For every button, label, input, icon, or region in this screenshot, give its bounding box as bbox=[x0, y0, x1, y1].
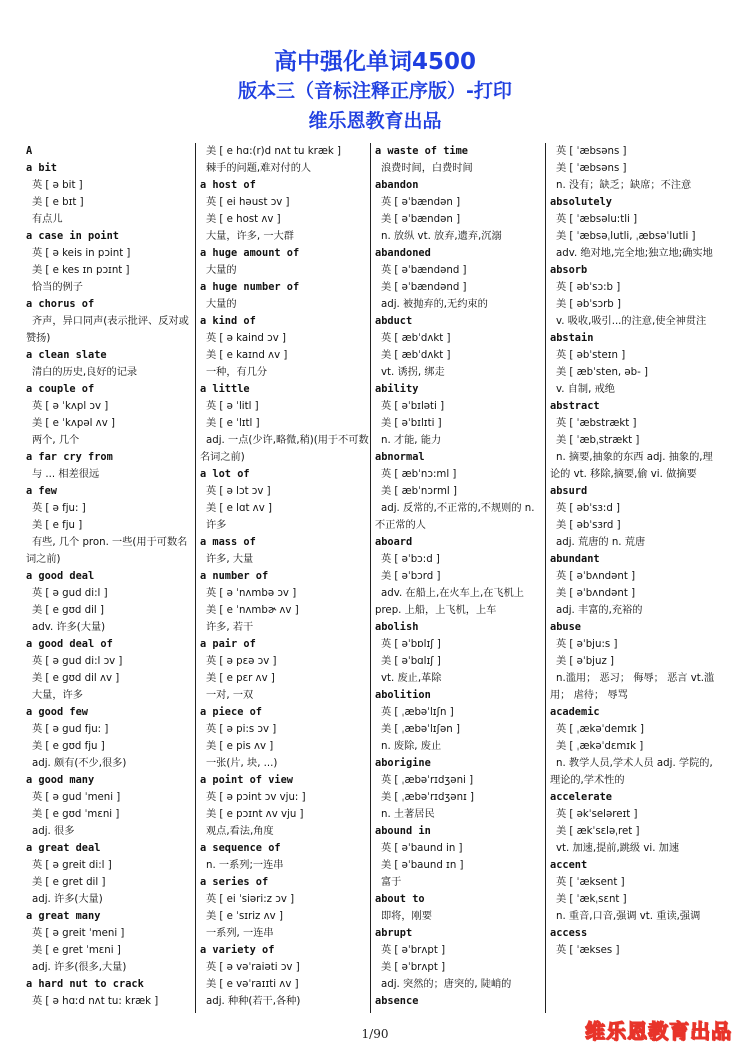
vocab-entry bbox=[550, 789, 720, 857]
meaning: adv. 在船上,在火车上,在飞机上 prep. 上船，上飞机，上车 bbox=[375, 588, 524, 616]
headword: abstain bbox=[550, 332, 594, 344]
headword: a great many bbox=[26, 910, 101, 922]
vocab-column-2 bbox=[200, 143, 370, 1013]
phonetic: 英 [ əˈbju:s ] bbox=[556, 639, 618, 650]
phonetic: 美 [ e ˈlɪtl ] bbox=[206, 418, 260, 429]
phonetic: 美 [ ˈækˌsɛnt ] bbox=[556, 894, 627, 905]
phonetic: 美 [ e gʊd dil ʌv ] bbox=[32, 673, 120, 684]
headword: aborigine bbox=[375, 757, 431, 769]
phonetic: 英 [ əbˈsɜ:d ] bbox=[556, 503, 621, 514]
phonetic: 英 [ ˌæbəˈlɪʃn ] bbox=[381, 707, 454, 718]
headword: a huge number of bbox=[200, 281, 300, 293]
phonetic: 英 [ əkˈseləreɪt ] bbox=[556, 809, 638, 820]
document-publisher: 维乐恩教育出品 bbox=[308, 110, 442, 132]
headword: a point of view bbox=[200, 774, 293, 786]
meaning: n. 重音,口音,强调 vt. 重读,强调 bbox=[556, 911, 701, 922]
vocab-entry bbox=[375, 143, 545, 177]
headword: ability bbox=[375, 383, 419, 395]
meaning: 许多, 大量 bbox=[206, 554, 254, 565]
headword: abolish bbox=[375, 621, 419, 633]
phonetic: 美 [ əˈbændənd ] bbox=[381, 282, 467, 293]
headword: absurd bbox=[550, 485, 588, 497]
phonetic: 英 [ ə vəˈraiəti ɔv ] bbox=[206, 962, 300, 973]
vocab-entry bbox=[200, 381, 370, 466]
headword: abnormal bbox=[375, 451, 425, 463]
phonetic: 英 [ əbˈsteɪn ] bbox=[556, 350, 626, 361]
headword: a good few bbox=[26, 706, 88, 718]
headword: absolutely bbox=[550, 196, 612, 208]
vocab-entry bbox=[26, 296, 196, 347]
vocab-entry bbox=[375, 449, 545, 534]
headword: academic bbox=[550, 706, 600, 718]
headword: abandoned bbox=[375, 247, 431, 259]
meaning: v. 自制, 戒绝 bbox=[556, 384, 615, 395]
headword: about to bbox=[375, 893, 425, 905]
phonetic: 美 [ əˈbɔrd ] bbox=[381, 571, 441, 582]
headword: absorb bbox=[550, 264, 588, 276]
column-divider bbox=[545, 143, 546, 1013]
meaning: n. 土著居民 bbox=[381, 809, 435, 820]
phonetic: 美 [ əˈbɑlɪʃ ] bbox=[381, 656, 441, 667]
headword: a pair of bbox=[200, 638, 256, 650]
meaning: n. 一系列;一连串 bbox=[206, 860, 284, 871]
meaning: 与 ... 相差很远 bbox=[32, 469, 100, 480]
column-divider bbox=[195, 143, 196, 1013]
headword: a few bbox=[26, 485, 57, 497]
phonetic: 美 [ e vəˈraɪɪti ʌv ] bbox=[206, 979, 299, 990]
vocab-entry bbox=[375, 891, 545, 925]
headword: a waste of time bbox=[375, 145, 468, 157]
phonetic: 美 [ e fju ] bbox=[32, 520, 83, 531]
headword: abrupt bbox=[375, 927, 413, 939]
phonetic: 美 [ æbˈdʌkt ] bbox=[381, 350, 451, 361]
headword: abolition bbox=[375, 689, 431, 701]
meaning: adj. 颇有(不少,很多) bbox=[32, 758, 127, 769]
phonetic: 英 [ æbˈdʌkt ] bbox=[381, 333, 451, 344]
vocab-entry bbox=[375, 381, 545, 449]
vocab-entry bbox=[200, 466, 370, 534]
headword: a host of bbox=[200, 179, 256, 191]
headword: a number of bbox=[200, 570, 269, 582]
phonetic: 英 [ ə kaind ɔv ] bbox=[206, 333, 286, 344]
vocab-entry bbox=[550, 194, 720, 262]
vocab-column-4 bbox=[550, 143, 720, 1013]
vocab-entry bbox=[200, 772, 370, 840]
vocab-entry bbox=[375, 993, 545, 1010]
meaning: 大量，许多 bbox=[32, 690, 83, 701]
phonetic: 美 [ əˈbrʌpt ] bbox=[381, 962, 446, 973]
meaning: 观点,看法,角度 bbox=[206, 826, 274, 837]
meaning: adv. 许多(大量) bbox=[32, 622, 106, 633]
phonetic: 美 [ æbˈnɔrml ] bbox=[381, 486, 457, 497]
vocab-entry bbox=[375, 925, 545, 993]
watermark-logo: 维乐恩教育出品 bbox=[585, 1019, 732, 1043]
phonetic: 美 [ əˈbaund ɪn ] bbox=[381, 860, 464, 871]
phonetic: 美 [ e kaɪnd ʌv ] bbox=[206, 350, 288, 361]
vocab-entry bbox=[26, 449, 196, 483]
meaning: adj. 种种(若干,各种) bbox=[206, 996, 301, 1007]
vocab-entry bbox=[26, 908, 196, 976]
meaning: n. 没有；缺乏；缺席；不注意 bbox=[556, 180, 692, 191]
phonetic: 英 [ ə fju: ] bbox=[32, 503, 86, 514]
vocab-entry bbox=[375, 755, 545, 823]
phonetic: 英 [ əˈbrʌpt ] bbox=[381, 945, 446, 956]
meaning: adj. 许多(很多,大量) bbox=[32, 962, 127, 973]
phonetic: 英 [ ə ˈnʌmbə ɔv ] bbox=[206, 588, 297, 599]
headword: a variety of bbox=[200, 944, 275, 956]
vocab-entry bbox=[26, 228, 196, 296]
meaning: adj. 丰富的,充裕的 bbox=[556, 605, 643, 616]
meaning: 大量的 bbox=[206, 265, 237, 276]
meaning: 大量，许多, 一大群 bbox=[206, 231, 294, 242]
phonetic: 英 [ əbˈsɔ:b ] bbox=[556, 282, 621, 293]
meaning: n. 才能, 能力 bbox=[381, 435, 442, 446]
meaning: adj. 许多(大量) bbox=[32, 894, 103, 905]
meaning: v. 吸收,吸引...的注意,使全神贯注 bbox=[556, 316, 707, 327]
headword: a mass of bbox=[200, 536, 256, 548]
meaning: adj. 被抛弃的,无约束的 bbox=[381, 299, 488, 310]
meaning: 有点儿 bbox=[32, 214, 63, 225]
headword: access bbox=[550, 927, 588, 939]
meaning: vt. 诱拐, 绑走 bbox=[381, 367, 445, 378]
meaning: 棘手的问题,难对付的人 bbox=[206, 163, 312, 174]
headword: abound in bbox=[375, 825, 431, 837]
vocab-entry bbox=[550, 857, 720, 925]
phonetic: 美 [ e host ʌv ] bbox=[206, 214, 281, 225]
meaning: 即将，刚要 bbox=[381, 911, 432, 922]
meaning: vt. 加速,提前,跳级 vi. 加速 bbox=[556, 843, 680, 854]
vocab-entry bbox=[375, 687, 545, 755]
phonetic: 英 [ əˈbaund in ] bbox=[381, 843, 463, 854]
phonetic: 英 [ ə gud fju: ] bbox=[32, 724, 109, 735]
phonetic: 英 [ ə gud di:l ] bbox=[32, 588, 108, 599]
phonetic: 英 [ ə gud di:l ɔv ] bbox=[32, 656, 123, 667]
vocab-entry bbox=[200, 840, 370, 874]
vocab-entry bbox=[200, 279, 370, 313]
vocab-entry bbox=[200, 942, 370, 1010]
meaning: 许多, 若干 bbox=[206, 622, 254, 633]
vocab-entry bbox=[375, 534, 545, 619]
phonetic: 英 [ ə pɔint ɔv vju: ] bbox=[206, 792, 306, 803]
meaning: n. 教学人员,学术人员 adj. 学院的,理论的,学术性的 bbox=[550, 758, 713, 786]
phonetic: 美 [ əˈbændən ] bbox=[381, 214, 461, 225]
meaning: adj. 一点(少许,略微,稍)(用于不可数名词之前) bbox=[200, 435, 369, 463]
headword: accelerate bbox=[550, 791, 612, 803]
meaning: 有些, 几个 pron. 一些(用于可数名词之前) bbox=[26, 537, 188, 565]
meaning: 一种，有几分 bbox=[206, 367, 268, 378]
vocab-entry bbox=[26, 483, 196, 568]
vocab-entry bbox=[550, 704, 720, 789]
headword: aboard bbox=[375, 536, 413, 548]
phonetic: 英 [ ə gud ˈmeni ] bbox=[32, 792, 121, 803]
vocab-entry bbox=[26, 772, 196, 840]
vocab-entry bbox=[200, 177, 370, 245]
vocab-entry bbox=[200, 245, 370, 279]
vocab-entry bbox=[550, 330, 720, 398]
headword: a kind of bbox=[200, 315, 256, 327]
meaning: vt. 废止,革除 bbox=[381, 673, 442, 684]
headword: a series of bbox=[200, 876, 269, 888]
phonetic: 英 [ ə pɛə ɔv ] bbox=[206, 656, 277, 667]
vocab-entry bbox=[26, 568, 196, 636]
meaning: adj. 反常的,不正常的,不规则的 n. 不正常的人 bbox=[375, 503, 535, 531]
meaning: 大量的 bbox=[206, 299, 237, 310]
phonetic: 英 [ əˈbʌndənt ] bbox=[556, 571, 636, 582]
phonetic: 美 [ æbˈsten, əb- ] bbox=[556, 367, 649, 378]
phonetic: 英 [ əˈbɒlɪʃ ] bbox=[381, 639, 441, 650]
vocab-entry bbox=[200, 143, 370, 177]
phonetic: 美 [ ˈæbsəns ] bbox=[556, 163, 627, 174]
vocab-entry bbox=[375, 313, 545, 381]
vocab-entry bbox=[550, 619, 720, 704]
headword: a great deal bbox=[26, 842, 101, 854]
headword: absence bbox=[375, 995, 419, 1007]
headword: abundant bbox=[550, 553, 600, 565]
headword: a clean slate bbox=[26, 349, 107, 361]
vocab-entry bbox=[375, 619, 545, 687]
phonetic: 美 [ ˌæbəˈlɪʃən ] bbox=[381, 724, 460, 735]
phonetic: 美 [ e gʊd fju ] bbox=[32, 741, 105, 752]
phonetic: 英 [ ə hɑːd nʌt tu: kræk ] bbox=[32, 996, 159, 1007]
page-number: 1/90 bbox=[361, 1027, 389, 1041]
vocab-entry bbox=[26, 381, 196, 449]
meaning: 富于 bbox=[381, 877, 402, 888]
phonetic: 英 [ ˈæbstrækt ] bbox=[556, 418, 637, 429]
vocab-entry bbox=[550, 262, 720, 330]
headword: abstract bbox=[550, 400, 600, 412]
phonetic: 美 [ e hɑ:(r)d nʌt tu kræk ] bbox=[206, 146, 341, 157]
headword: a good deal bbox=[26, 570, 95, 582]
headword: abduct bbox=[375, 315, 413, 327]
headword: a piece of bbox=[200, 706, 262, 718]
phonetic: 英 [ ˈæbsəns ] bbox=[556, 146, 627, 157]
vocab-entry bbox=[26, 160, 196, 228]
phonetic: 英 [ ˌæbəˈrɪdʒəni ] bbox=[381, 775, 474, 786]
headword: A bbox=[26, 145, 33, 157]
phonetic: 英 [ ə lɔt ɔv ] bbox=[206, 486, 271, 497]
phonetic: 英 [ ˈækses ] bbox=[556, 945, 620, 956]
column-divider bbox=[370, 143, 371, 1013]
meaning: 一对, 一双 bbox=[206, 690, 254, 701]
headword: a lot of bbox=[200, 468, 250, 480]
meaning: 恰当的例子 bbox=[32, 282, 83, 293]
phonetic: 美 [ e ˈnʌmbɚ ʌv ] bbox=[206, 605, 299, 616]
meaning: 浪费时间，白费时间 bbox=[381, 163, 473, 174]
meaning: n.滥用； 恶习； 侮辱； 恶言 vt.滥用； 虐待； 辱骂 bbox=[550, 673, 715, 701]
phonetic: 英 [ ˈæksent ] bbox=[556, 877, 625, 888]
vocab-entry bbox=[26, 636, 196, 704]
phonetic: 美 [ e pɛr ʌv ] bbox=[206, 673, 275, 684]
phonetic: 美 [ e gʊd dil ] bbox=[32, 605, 104, 616]
vocab-entry bbox=[26, 976, 196, 1010]
meaning: n. 放纵 vt. 放弃,遗弃,沉溺 bbox=[381, 231, 502, 242]
meaning: adj. 很多 bbox=[32, 826, 75, 837]
phonetic: 美 [ ˌækəˈdɛmɪk ] bbox=[556, 741, 644, 752]
vocab-entry bbox=[26, 704, 196, 772]
vocab-entry bbox=[200, 704, 370, 772]
vocab-entry bbox=[550, 551, 720, 619]
phonetic: 美 [ ækˈsɛləˌret ] bbox=[556, 826, 640, 837]
vocab-entry bbox=[200, 568, 370, 636]
headword: a far cry from bbox=[26, 451, 113, 463]
headword: accent bbox=[550, 859, 588, 871]
phonetic: 美 [ e ˈkʌpəl ʌv ] bbox=[32, 418, 115, 429]
phonetic: 美 [ əˈbjuz ] bbox=[556, 656, 615, 667]
meaning: 一系列, 一连串 bbox=[206, 928, 274, 939]
phonetic: 英 [ əˈbɪləti ] bbox=[381, 401, 445, 412]
vocab-entry bbox=[200, 313, 370, 381]
headword: a huge amount of bbox=[200, 247, 300, 259]
phonetic: 英 [ ə pi:s ɔv ] bbox=[206, 724, 277, 735]
phonetic: 英 [ əˈbændən ] bbox=[381, 197, 461, 208]
phonetic: 美 [ e gret ˈmɛni ] bbox=[32, 945, 121, 956]
phonetic: 美 [ e ˈsɪriz ʌv ] bbox=[206, 911, 283, 922]
phonetic: 美 [ ˌæbəˈrɪdʒənɪ ] bbox=[381, 792, 475, 803]
document-subtitle: 版本三（音标注释正序版）-打印 bbox=[238, 80, 512, 102]
phonetic: 美 [ e gret dil ] bbox=[32, 877, 106, 888]
phonetic: 美 [ e kes ɪn pɔɪnt ] bbox=[32, 265, 130, 276]
headword: a bit bbox=[26, 162, 57, 174]
vocab-entry bbox=[375, 245, 545, 313]
phonetic: 美 [ e pɔɪnt ʌv vju ] bbox=[206, 809, 304, 820]
phonetic: 英 [ əˈbɔ:d ] bbox=[381, 554, 440, 565]
vocab-column-3 bbox=[375, 143, 545, 1013]
headword: a hard nut to crack bbox=[26, 978, 144, 990]
meaning: n. 废除, 废止 bbox=[381, 741, 442, 752]
vocab-entry bbox=[26, 840, 196, 908]
vocab-entry bbox=[550, 398, 720, 483]
vocab-entry bbox=[200, 636, 370, 704]
phonetic: 英 [ ˌækəˈdemɪk ] bbox=[556, 724, 644, 735]
phonetic: 英 [ ˈæbsəlu:tli ] bbox=[556, 214, 638, 225]
vocab-entry bbox=[375, 177, 545, 245]
headword: abandon bbox=[375, 179, 419, 191]
headword: a couple of bbox=[26, 383, 95, 395]
meaning: 清白的历史,良好的记录 bbox=[32, 367, 138, 378]
headword: a sequence of bbox=[200, 842, 281, 854]
headword: a little bbox=[200, 383, 250, 395]
meaning: adj. 突然的；唐突的, 陡峭的 bbox=[381, 979, 512, 990]
headword: a chorus of bbox=[26, 298, 95, 310]
meaning: 许多 bbox=[206, 520, 227, 531]
phonetic: 英 [ ə keis in pɔint ] bbox=[32, 248, 131, 259]
phonetic: 英 [ əˈbændənd ] bbox=[381, 265, 467, 276]
vocab-entry bbox=[550, 925, 720, 959]
meaning: adj. 荒唐的 n. 荒唐 bbox=[556, 537, 646, 548]
phonetic: 英 [ ə ˈkʌpl ɔv ] bbox=[32, 401, 109, 412]
headword: a good deal of bbox=[26, 638, 113, 650]
headword: a case in point bbox=[26, 230, 119, 242]
phonetic: 英 [ ei ˈsiəri:z ɔv ] bbox=[206, 894, 295, 905]
vocab-entry bbox=[200, 874, 370, 942]
phonetic: 美 [ əˈbɪlɪti ] bbox=[381, 418, 442, 429]
vocab-entry bbox=[26, 143, 196, 160]
phonetic: 美 [ əˈbʌndənt ] bbox=[556, 588, 636, 599]
phonetic: 美 [ ˈæbsəˌlutli, ˌæbsəˈlutli ] bbox=[556, 231, 696, 242]
phonetic: 美 [ əbˈsɜrd ] bbox=[556, 520, 621, 531]
document-title: 高中强化单词4500 bbox=[273, 49, 476, 75]
phonetic: 英 [ ə greit di:l ] bbox=[32, 860, 112, 871]
vocab-entry bbox=[550, 143, 720, 194]
meaning: 齐声，异口同声(表示批评、反对或赞扬) bbox=[26, 316, 189, 344]
vocab-column-1 bbox=[26, 143, 196, 1013]
phonetic: 美 [ e lɑt ʌv ] bbox=[206, 503, 272, 514]
vocab-entry bbox=[26, 347, 196, 381]
phonetic: 英 [ ə bit ] bbox=[32, 180, 83, 191]
vocab-entry bbox=[550, 483, 720, 551]
phonetic: 英 [ æbˈnɔ:ml ] bbox=[381, 469, 457, 480]
phonetic: 美 [ e pis ʌv ] bbox=[206, 741, 274, 752]
phonetic: 美 [ ˈæbˌstrækt ] bbox=[556, 435, 640, 446]
headword: abuse bbox=[550, 621, 581, 633]
meaning: adv. 绝对地,完全地;独立地;确实地 bbox=[556, 248, 713, 259]
phonetic: 美 [ e bɪt ] bbox=[32, 197, 84, 208]
vocab-entry bbox=[200, 534, 370, 568]
phonetic: 美 [ əbˈsɔrb ] bbox=[556, 299, 621, 310]
meaning: 两个, 几个 bbox=[32, 435, 80, 446]
phonetic: 英 [ ei həust ɔv ] bbox=[206, 197, 290, 208]
phonetic: 英 [ ə greit ˈmeni ] bbox=[32, 928, 125, 939]
phonetic: 美 [ e gʊd ˈmɛni ] bbox=[32, 809, 120, 820]
headword: a good many bbox=[26, 774, 95, 786]
meaning: 一张(片, 块, ...) bbox=[206, 758, 278, 769]
meaning: n. 摘要,抽象的东西 adj. 抽象的,理论的 vt. 移除,摘要,偷 vi. 做摘要 bbox=[550, 452, 713, 480]
phonetic: 英 [ ə ˈlitl ] bbox=[206, 401, 259, 412]
vocab-entry bbox=[375, 823, 545, 891]
